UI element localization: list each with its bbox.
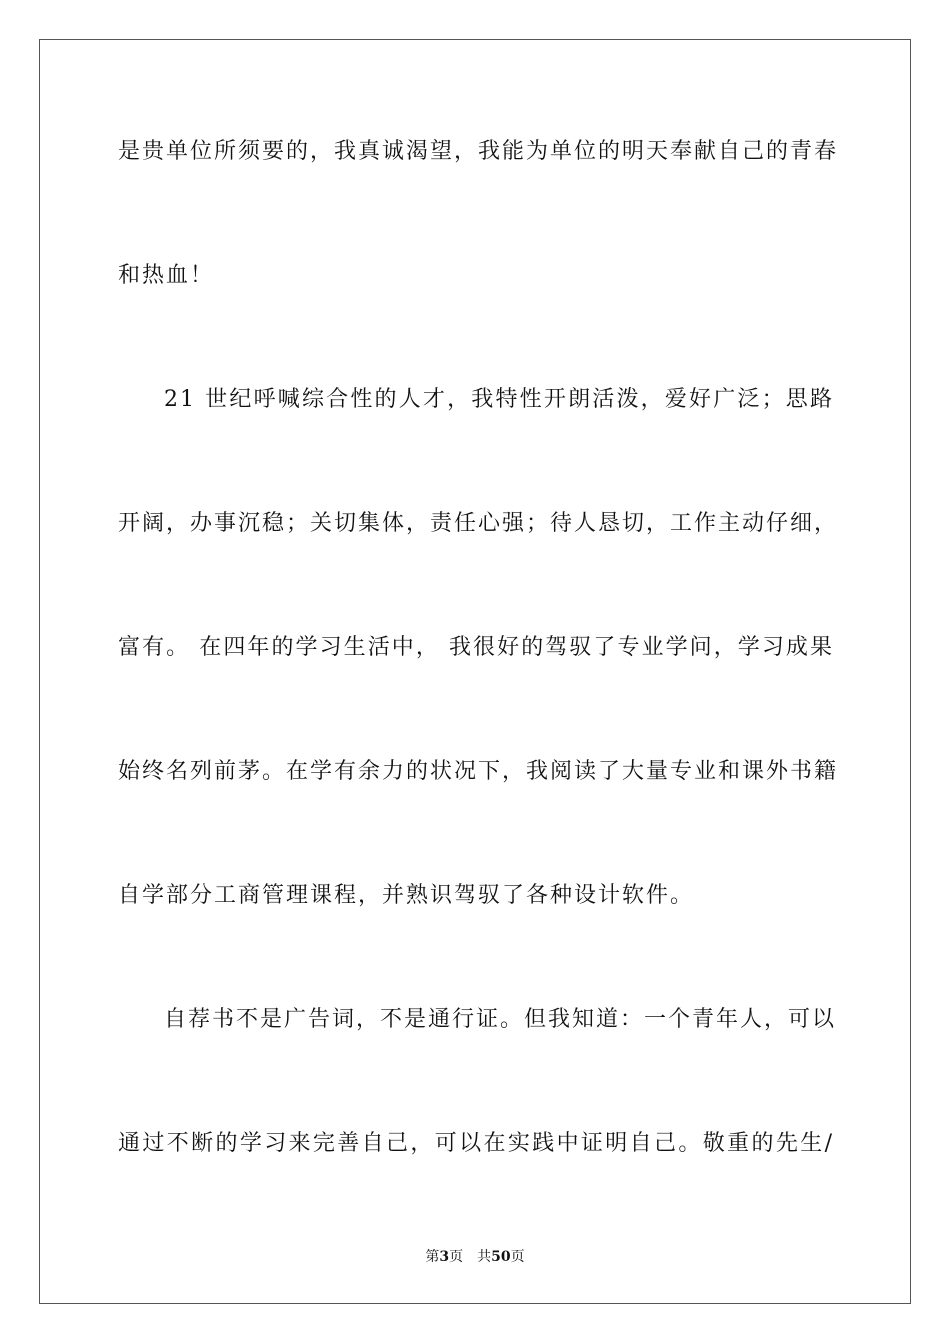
body-line-2: 和热血！ <box>118 263 215 288</box>
body-line-7: 自学部分工商管理课程，并熟识驾驭了各种设计软件。 <box>118 883 695 908</box>
body-line-3: 21 世纪呼喊综合性的人才，我特性开朗活泼，爱好广泛；思路 <box>164 387 834 412</box>
page-border <box>39 39 911 1304</box>
page-prefix: 第 <box>425 1249 440 1265</box>
page-total: 50 <box>491 1249 511 1265</box>
body-line-4: 开阔，办事沉稳；关切集体，责任心强；待人恳切，工作主动仔细， <box>118 511 839 536</box>
page-current: 3 <box>439 1249 450 1265</box>
page-footer <box>0 1248 950 1266</box>
body-line-1: 是贵单位所须要的，我真诚渴望，我能为单位的明天奉献自己的青春 <box>118 139 839 164</box>
body-line-5: 富有。 在四年的学习生活中， 我很好的驾驭了专业学问，学习成果 <box>118 635 834 660</box>
total-prefix: 共 <box>477 1249 492 1265</box>
body-line-9: 通过不断的学习来完善自己，可以在实践中证明自己。敬重的先生/ <box>118 1131 834 1156</box>
body-line-6: 始终名列前茅。在学有余力的状况下，我阅读了大量专业和课外书籍 <box>118 759 839 784</box>
body-line-8: 自荐书不是广告词，不是通行证。但我知道：一个青年人，可以 <box>164 1007 837 1032</box>
page-unit: 页 <box>449 1249 464 1265</box>
total-unit: 页 <box>510 1249 525 1265</box>
